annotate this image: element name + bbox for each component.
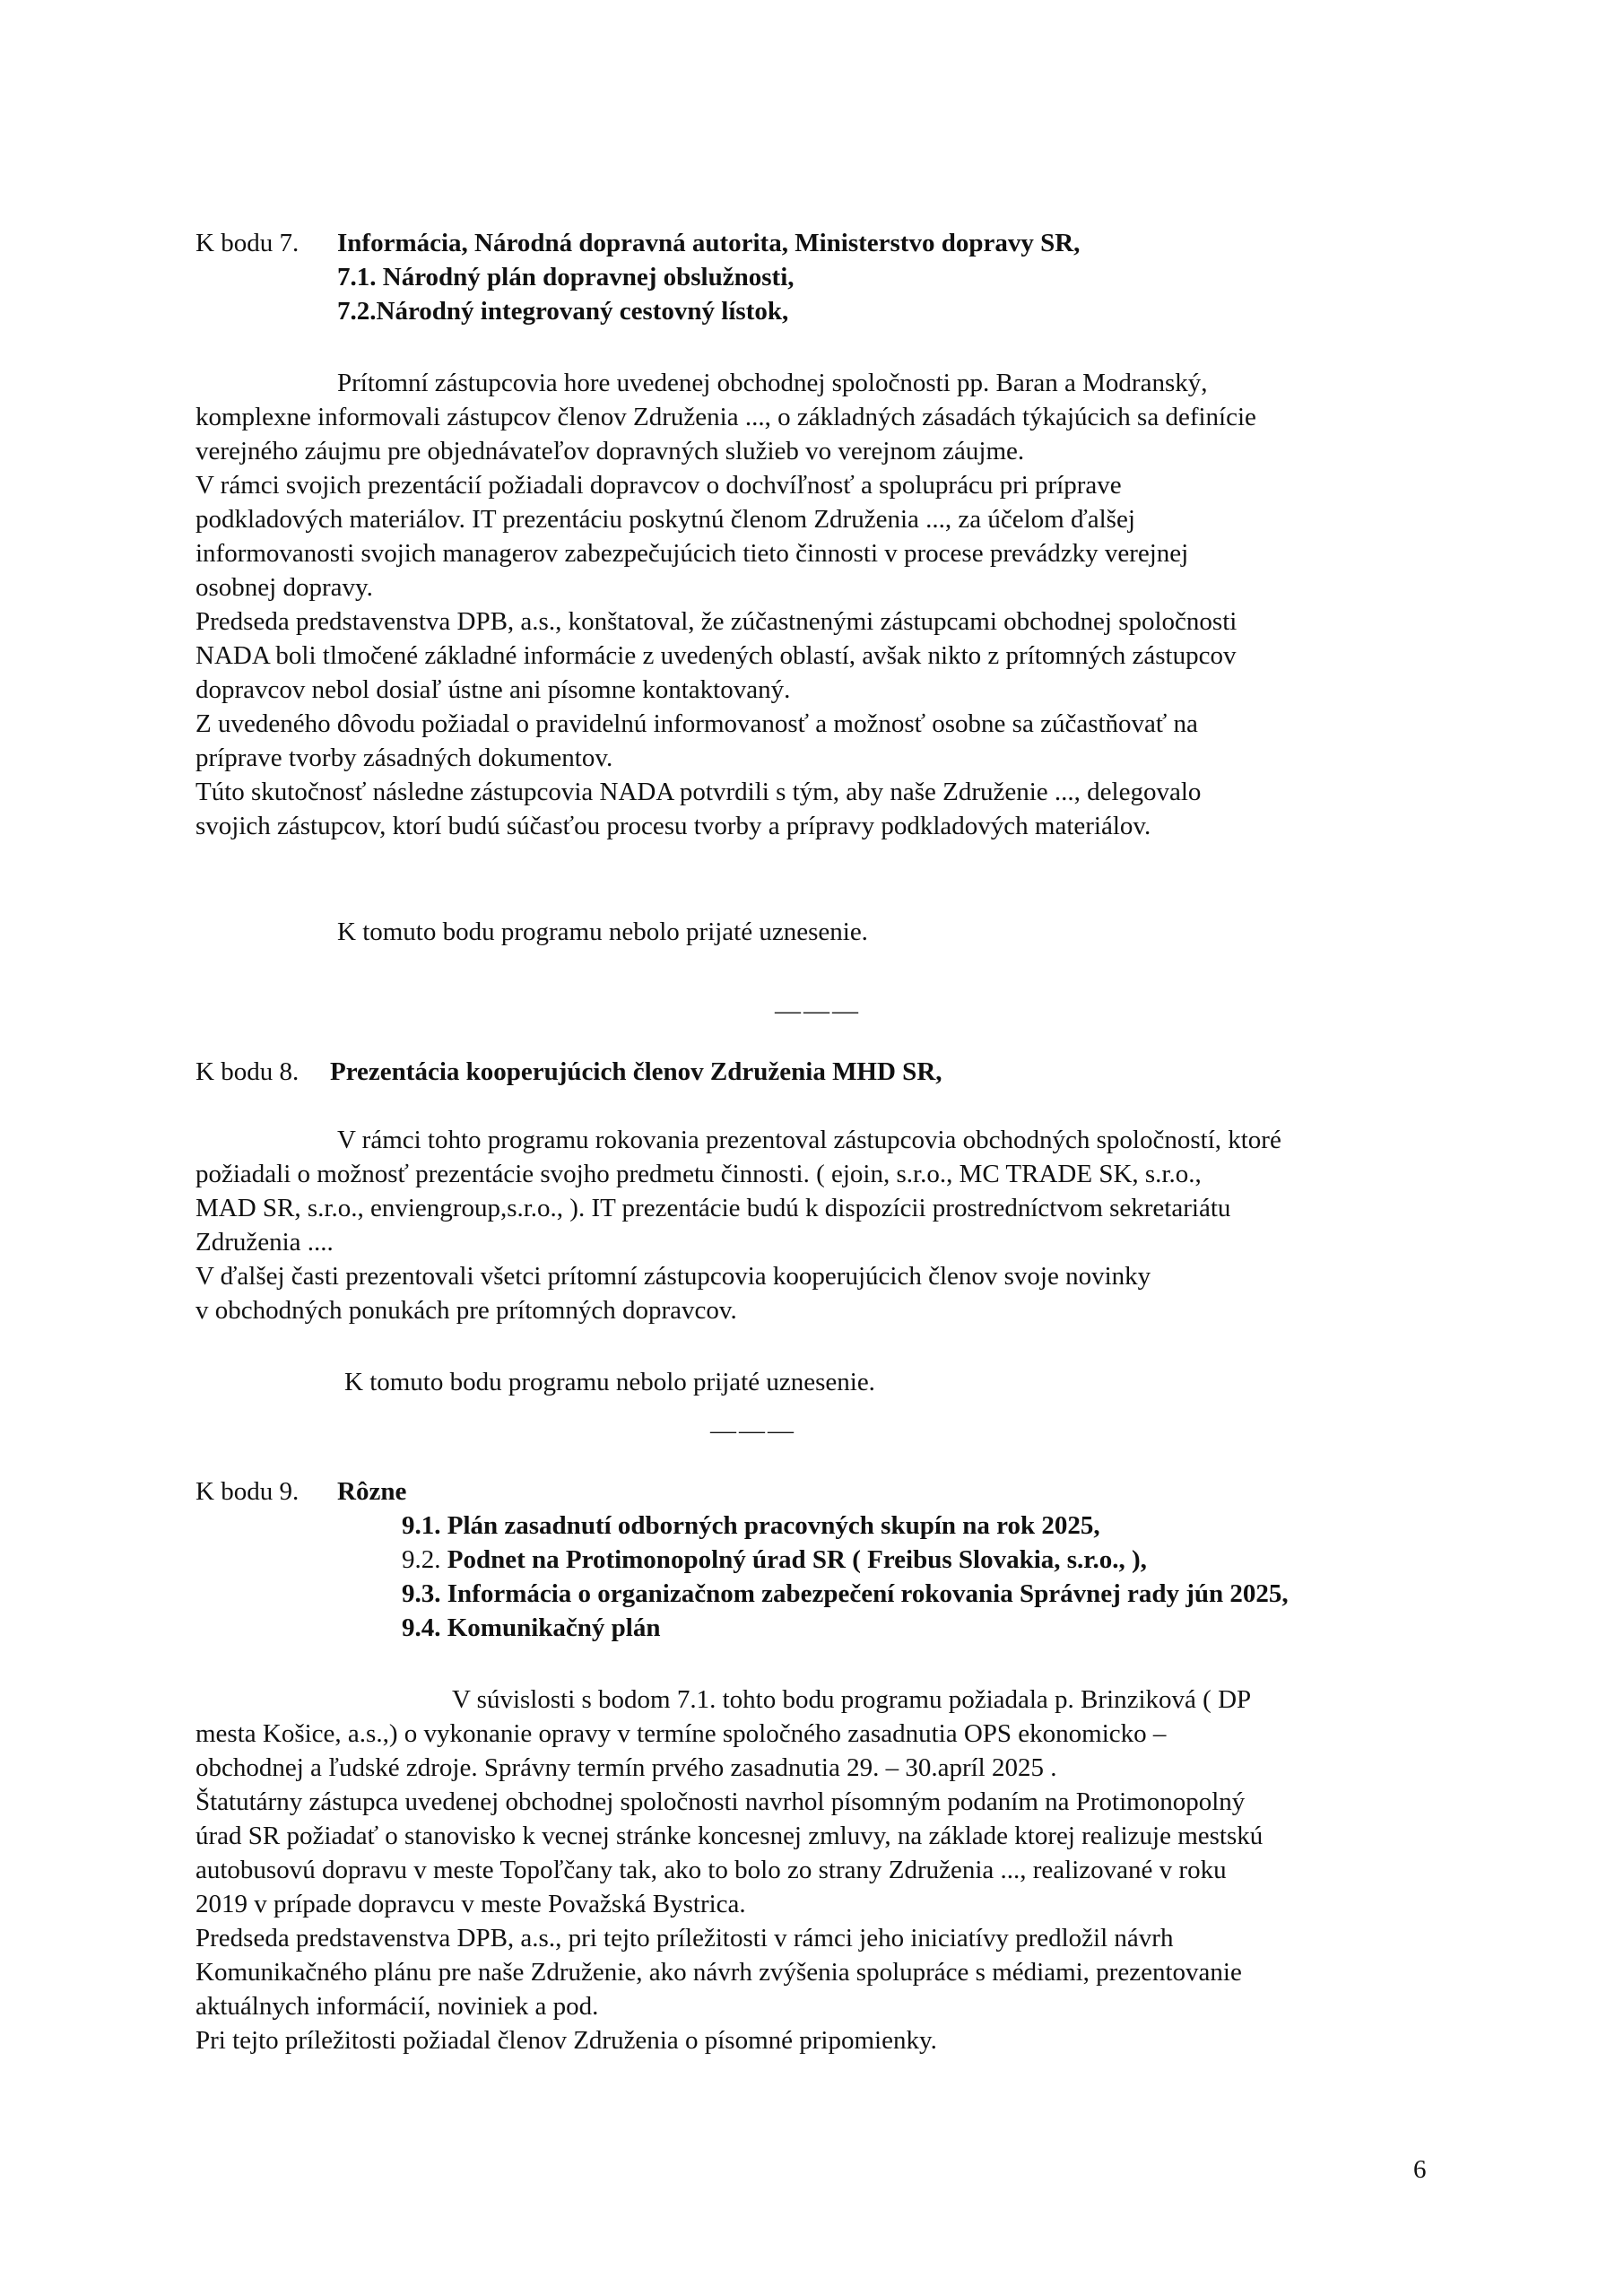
sec9-sub3: 9.3. Informácia o organizačnom zabezpečení rokovania Správnej rady jún 2025, <box>402 1579 1289 1608</box>
sec9-body-line: obchodnej a ľudské zdroje. Správny termín prvého zasadnutia 29. – 30.apríl 2025 . <box>195 1753 1057 1782</box>
sec7-label: K bodu 7. <box>195 229 300 257</box>
sec7-body-line: komplexne informovali zástupcov členov Združenia ..., o základných zásadách týkajúcich sa definície <box>195 403 1256 431</box>
sec8-body-line: V ďalšej časti prezentovali všetci prítomní zástupcovia kooperujúcich členov svoje novinky <box>195 1262 1151 1291</box>
sec9-body-line: 2019 v prípade dopravcu v meste Považská Bystrica. <box>195 1890 746 1918</box>
sec7-body-line: verejného záujmu pre objednávateľov dopravných služieb vo verejnom záujme. <box>195 437 1025 465</box>
sec8-body-line: v obchodných ponukách pre prítomných dopravcov. <box>195 1296 737 1325</box>
sec7-body-line: Predseda predstavenstva DPB, a.s., konštatoval, že zúčastnenými zástupcami obchodnej spoločnosti <box>195 607 1238 636</box>
sec7-sub2: 7.2.Národný integrovaný cestovný lístok, <box>337 297 789 326</box>
sec7-sub1: 7.1. Národný plán dopravnej obslužnosti, <box>337 263 795 291</box>
sec9-body-line: autobusovú dopravu v meste Topoľčany tak, ako to bolo zo strany Združenia ..., realizované v roku <box>195 1856 1227 1884</box>
sec9-body-line: úrad SR požiadať o stanovisko k vecnej stránke koncesnej zmluvy, na základe ktorej realizuje mestskú <box>195 1822 1264 1850</box>
sec9-body-line: Pri tejto príležitosti požiadal členov Združenia o písomné pripomienky. <box>195 2026 937 2055</box>
sec9-title: Rôzne <box>337 1477 407 1506</box>
sec7-body-line: príprave tvorby zásadných dokumentov. <box>195 744 613 772</box>
sec9-sub2-number: 9.2. <box>402 1545 441 1574</box>
sec7-title: Informácia, Národná dopravná autorita, Ministerstvo dopravy SR, <box>337 229 1081 257</box>
section-separator: ——— <box>710 1416 796 1445</box>
section-separator: ——— <box>775 996 861 1025</box>
sec7-body-line: NADA boli tlmočené základné informácie z uvedených oblastí, avšak nikto z prítomných zástupcov <box>195 641 1237 670</box>
sec9-sub1: 9.1. Plán zasadnutí odborných pracovných skupín na rok 2025, <box>402 1511 1100 1540</box>
sec9-body-line: aktuálnych informácií, noviniek a pod. <box>195 1992 599 2021</box>
sec7-body-line: Prítomní zástupcovia hore uvedenej obchodnej spoločnosti pp. Baran a Modranský, <box>337 369 1208 397</box>
sec7-body-line: Z uvedeného dôvodu požiadal o pravidelnú informovanosť a možnosť osobne sa zúčastňovať na <box>195 709 1198 738</box>
sec9-body-line: Predseda predstavenstva DPB, a.s., pri tejto príležitosti v rámci jeho iniciatívy predložil návrh <box>195 1924 1174 1952</box>
sec7-body-line: svojich zástupcov, ktorí budú súčasťou procesu tvorby a prípravy podkladových materiálov. <box>195 812 1151 840</box>
sec7-body-line: podkladových materiálov. IT prezentáciu poskytnú členom Združenia ..., za účelom ďalšej <box>195 505 1135 534</box>
sec9-body-line: Komunikačného plánu pre naše Združenie, ako návrh zvýšenia spolupráce s médiami, prezentovanie <box>195 1958 1242 1987</box>
sec8-resolution: K tomuto bodu programu nebolo prijaté uznesenie. <box>344 1368 875 1396</box>
sec9-sub2 <box>402 1543 1147 1577</box>
sec8-body-line: požiadali o možnosť prezentácie svojho predmetu činnosti. ( ejoin, s.r.o., MC TRADE SK, s.r.o., <box>195 1160 1202 1188</box>
sec7-body-line: osobnej dopravy. <box>195 573 373 602</box>
sec9-body-line: V súvislosti s bodom 7.1. tohto bodu programu požiadala p. Brinziková ( DP <box>452 1685 1252 1714</box>
sec7-body-line: informovanosti svojich managerov zabezpečujúcich tieto činnosti v procese prevádzky verejnej <box>195 539 1189 568</box>
sec7-resolution: K tomuto bodu programu nebolo prijaté uznesenie. <box>337 918 868 946</box>
page-number: 6 <box>1413 2155 1427 2184</box>
sec7-body-line: Túto skutočnosť následne zástupcovia NADA potvrdili s tým, aby naše Združenie ..., delegovalo <box>195 778 1202 806</box>
sec9-body-line: Štatutárny zástupca uvedenej obchodnej spoločnosti navrhol písomným podaním na Protimonopolný <box>195 1787 1246 1816</box>
sec8-body-line: MAD SR, s.r.o., enviengroup,s.r.o., ). IT prezentácie budú k dispozícii prostredníctvom sekretariátu <box>195 1194 1231 1222</box>
sec7-body-line: V rámci svojich prezentácií požiadali dopravcov o dochvíľnosť a spoluprácu pri príprave <box>195 471 1122 500</box>
sec9-body-line: mesta Košice, a.s.,) o vykonanie opravy v termíne spoločného zasadnutia OPS ekonomicko – <box>195 1719 1167 1748</box>
sec8-body-line: V rámci tohto programu rokovania prezentoval zástupcovia obchodných spoločností, ktoré <box>337 1126 1281 1154</box>
sec9-sub2-text: Podnet na Protimonopolný úrad SR ( Freibus Slovakia, s.r.o., ), <box>447 1545 1147 1574</box>
sec8-label: K bodu 8. <box>195 1057 300 1086</box>
sec7-body-line: dopravcov nebol dosiaľ ústne ani písomne kontaktovaný. <box>195 675 791 704</box>
sec8-body-line: Združenia .... <box>195 1228 334 1257</box>
sec8-title: Prezentácia kooperujúcich členov Združenia MHD SR, <box>330 1057 942 1086</box>
sec9-label: K bodu 9. <box>195 1477 300 1506</box>
sec9-sub4: 9.4. Komunikačný plán <box>402 1613 661 1642</box>
